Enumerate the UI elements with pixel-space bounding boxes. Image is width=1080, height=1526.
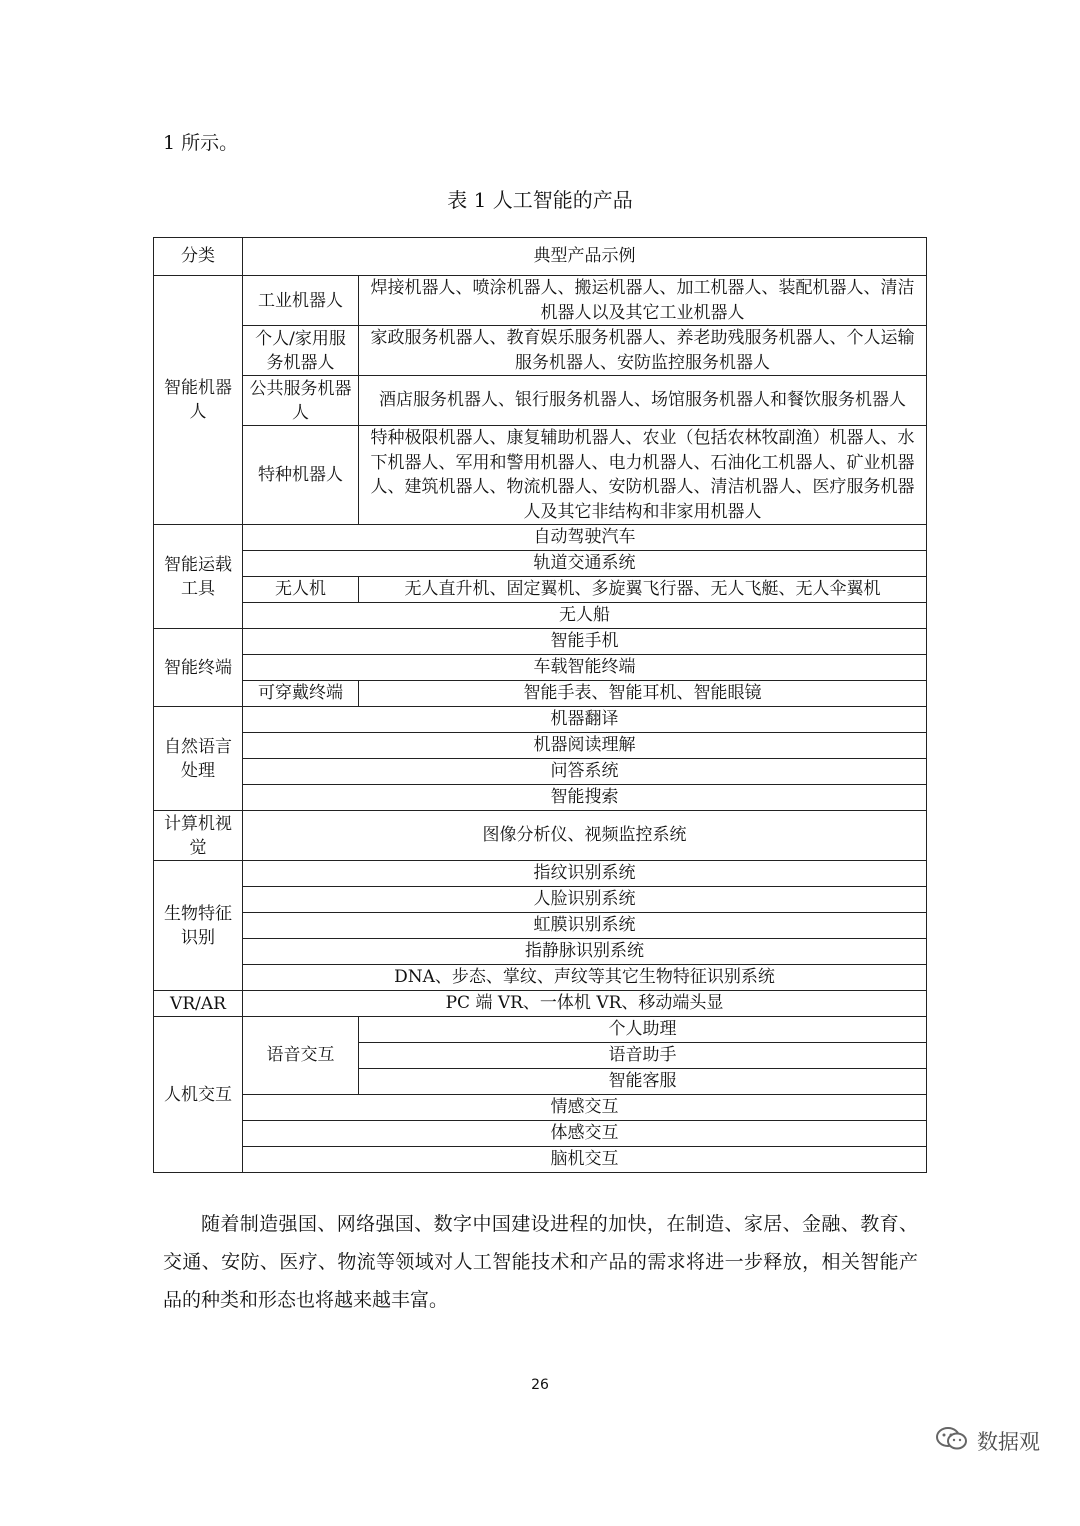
table-row xyxy=(154,939,927,965)
table-row xyxy=(154,707,927,733)
item-reading: 机器阅读理解 xyxy=(243,733,927,759)
item-face: 人脸识别系统 xyxy=(243,887,927,913)
table-row xyxy=(154,1017,927,1043)
sub-wearable: 可穿戴终端 xyxy=(243,681,359,707)
item-motion: 体感交互 xyxy=(243,1121,927,1147)
table-row xyxy=(154,1121,927,1147)
category-vehicles: 智能运载工具 xyxy=(154,525,243,629)
page-number: 26 xyxy=(531,1377,549,1393)
item-emotion: 情感交互 xyxy=(243,1095,927,1121)
item-self-driving: 自动驾驶汽车 xyxy=(243,525,927,551)
item-qa: 问答系统 xyxy=(243,759,927,785)
item-search: 智能搜索 xyxy=(243,785,927,811)
sub-voice: 语音交互 xyxy=(243,1017,359,1095)
item-car-terminal: 车载智能终端 xyxy=(243,655,927,681)
table-row xyxy=(154,426,927,525)
desc-drone: 无人直升机、固定翼机、多旋翼飞行器、无人飞艇、无人伞翼机 xyxy=(359,577,927,603)
table-row xyxy=(154,681,927,707)
table-row xyxy=(154,991,927,1017)
desc-cv: 图像分析仪、视频监控系统 xyxy=(243,811,927,861)
table-caption: 表 1 人工智能的产品 xyxy=(447,188,633,212)
sub-personal: 个人/家用服务机器人 xyxy=(243,326,359,376)
item-assistant: 个人助理 xyxy=(359,1017,927,1043)
sub-drone: 无人机 xyxy=(243,577,359,603)
category-robots: 智能机器人 xyxy=(154,276,243,525)
table-row xyxy=(154,733,927,759)
desc-personal: 家政服务机器人、教育娱乐服务机器人、养老助残服务机器人、个人运输服务机器人、安防监控服务机器人 xyxy=(359,326,927,376)
table-row xyxy=(154,811,927,861)
table-row xyxy=(154,577,927,603)
body-paragraph: 随着制造强国、网络强国、数字中国建设进程的加快，在制造、家居、金融、教育、交通、安防、医疗、物流等领域对人工智能技术和产品的需求将进一步释放，相关智能产品的种类和形态也将越来越丰富。 xyxy=(163,1213,918,1311)
header-category: 分类 xyxy=(154,238,243,276)
table-row xyxy=(154,629,927,655)
item-ship: 无人船 xyxy=(243,603,927,629)
table-row xyxy=(154,326,927,376)
table-row xyxy=(154,913,927,939)
item-phone: 智能手机 xyxy=(243,629,927,655)
category-terminals: 智能终端 xyxy=(154,629,243,707)
category-nlp: 自然语言处理 xyxy=(154,707,243,811)
item-fingerprint: 指纹识别系统 xyxy=(243,861,927,887)
table-row xyxy=(154,276,927,326)
table-row xyxy=(154,1095,927,1121)
category-biometrics: 生物特征识别 xyxy=(154,861,243,991)
sub-special: 特种机器人 xyxy=(243,426,359,525)
item-bci: 脑机交互 xyxy=(243,1147,927,1173)
desc-vrar: PC 端 VR、一体机 VR、移动端头显 xyxy=(243,991,927,1017)
wechat-icon xyxy=(935,1425,969,1457)
table-row xyxy=(154,759,927,785)
table-row xyxy=(154,861,927,887)
category-vrar: VR/AR xyxy=(154,991,243,1017)
watermark xyxy=(935,1425,1040,1457)
table-row xyxy=(154,525,927,551)
sub-industrial: 工业机器人 xyxy=(243,276,359,326)
table-row xyxy=(154,887,927,913)
table-row xyxy=(154,1147,927,1173)
watermark-text: 数据观 xyxy=(977,1430,1040,1454)
header-examples: 典型产品示例 xyxy=(243,238,927,276)
table-row xyxy=(154,965,927,991)
category-cv: 计算机视觉 xyxy=(154,811,243,861)
item-customer-service: 智能客服 xyxy=(359,1069,927,1095)
desc-public: 酒店服务机器人、银行服务机器人、场馆服务机器人和餐饮服务机器人 xyxy=(359,376,927,426)
item-vein: 指静脉识别系统 xyxy=(243,939,927,965)
item-iris: 虹膜识别系统 xyxy=(243,913,927,939)
ai-products-table xyxy=(153,237,927,1173)
desc-special: 特种极限机器人、康复辅助机器人、农业（包括农林牧副渔）机器人、水下机器人、军用和警用机器人、电力机器人、石油化工机器人、矿业机器人、建筑机器人、物流机器人、安防机器人、清洁机器人、医疗服务机器人及其它非结构和非家用机器人 xyxy=(359,426,927,525)
table-header-row xyxy=(154,238,927,276)
table-row xyxy=(154,376,927,426)
desc-wearable: 智能手表、智能耳机、智能眼镜 xyxy=(359,681,927,707)
item-mt: 机器翻译 xyxy=(243,707,927,733)
item-voice-helper: 语音助手 xyxy=(359,1043,927,1069)
item-other-bio: DNA、步态、掌纹、声纹等其它生物特征识别系统 xyxy=(243,965,927,991)
category-hci: 人机交互 xyxy=(154,1017,243,1173)
table-row xyxy=(154,603,927,629)
item-rail: 轨道交通系统 xyxy=(243,551,927,577)
table-row xyxy=(154,655,927,681)
table-row xyxy=(154,551,927,577)
table-row xyxy=(154,785,927,811)
lead-text: 1 所示。 xyxy=(163,132,239,154)
desc-industrial: 焊接机器人、喷涂机器人、搬运机器人、加工机器人、装配机器人、清洁机器人以及其它工业机器人 xyxy=(359,276,927,326)
sub-public: 公共服务机器人 xyxy=(243,376,359,426)
